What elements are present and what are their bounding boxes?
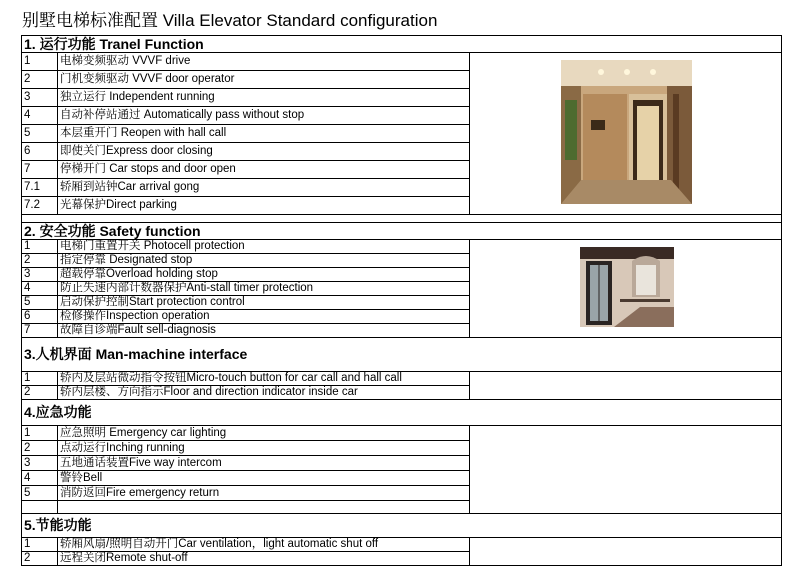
item-description: 门机变频驱动 VVVF door operator (58, 71, 470, 89)
villa-elevator-photo (561, 60, 692, 208)
item-description: 轿内及层站微动指令按钮Micro-touch button for car call and hall call (58, 372, 470, 386)
item-description: 检修操作Inspection operation (58, 310, 470, 324)
item-number: 3 (22, 268, 58, 282)
glass-elevator-photo (580, 247, 674, 331)
item-number: 7 (22, 161, 58, 179)
item-description: 电梯变频驱动 VVVF drive (58, 53, 470, 71)
item-description: 超载停靠Overload holding stop (58, 268, 470, 282)
item-number: 7.2 (22, 197, 58, 215)
item-description: 本层重开门 Reopen with hall call (58, 125, 470, 143)
item-number: 6 (22, 143, 58, 161)
table-row (22, 426, 782, 441)
item-description: 停梯开门 Car stops and door open (58, 161, 470, 179)
item-description: 远程关闭Remote shut-off (58, 552, 470, 566)
section-heading: 1. 运行功能 Tranel Function (22, 36, 782, 53)
item-description: 点动运行Inching running (58, 441, 470, 456)
item-number: 1 (22, 372, 58, 386)
spacer-row (22, 215, 782, 223)
item-description: 自动补停站通过 Automatically pass without stop (58, 107, 470, 125)
item-number: 5 (22, 486, 58, 501)
item-description: 启动保护控制Start protection control (58, 296, 470, 310)
configuration-table (21, 35, 782, 566)
table-row (22, 372, 782, 386)
section-heading: 4.应急功能 (22, 400, 782, 426)
section-header-energy-saving (22, 514, 782, 538)
item-number: 7 (22, 324, 58, 338)
item-number: 2 (22, 386, 58, 400)
item-description: 消防返回Fire emergency return (58, 486, 470, 501)
item-description: 轿厢到站钟Car arrival gong (58, 179, 470, 197)
item-description: 轿厢风扇/照明自动开门Car ventilation，light automatic shut off (58, 538, 470, 552)
item-description: 即使关门Express door closing (58, 143, 470, 161)
item-description: 故障自诊端Fault sell-diagnosis (58, 324, 470, 338)
item-number: 2 (22, 441, 58, 456)
table-row (22, 240, 782, 254)
item-description: 五地通话装置Five way intercom (58, 456, 470, 471)
item-number: 5 (22, 125, 58, 143)
item-number: 6 (22, 310, 58, 324)
item-number: 2 (22, 254, 58, 268)
item-number: 1 (22, 538, 58, 552)
item-number: 4 (22, 282, 58, 296)
item-number: 3 (22, 456, 58, 471)
item-description: 轿内层楼、方向指示Floor and direction indicator inside car (58, 386, 470, 400)
item-number: 3 (22, 89, 58, 107)
item-description: 警铃Bell (58, 471, 470, 486)
item-description: 光幕保护Direct parking (58, 197, 470, 215)
item-number: 2 (22, 552, 58, 566)
item-number: 1 (22, 426, 58, 441)
item-description: 独立运行 Independent running (58, 89, 470, 107)
item-number: 4 (22, 107, 58, 125)
item-description: 指定停靠 Designated stop (58, 254, 470, 268)
item-description: 应急照明 Emergency car lighting (58, 426, 470, 441)
elevator-photo-cell (470, 53, 782, 215)
section-header-man-machine-interface (22, 338, 782, 372)
table-row (22, 538, 782, 552)
page-title: 别墅电梯标准配置 Villa Elevator Standard configuration (22, 11, 438, 30)
section-header-safety-function (22, 223, 782, 240)
stair-photo-cell (470, 240, 782, 338)
table-row (22, 53, 782, 71)
item-number: 2 (22, 71, 58, 89)
section-heading: 5.节能功能 (22, 514, 782, 538)
item-number: 5 (22, 296, 58, 310)
item-number: 7.1 (22, 179, 58, 197)
section-header-travel-function (22, 36, 782, 53)
item-number: 1 (22, 240, 58, 254)
section-heading: 3.人机界面 Man-machine interface (22, 338, 782, 372)
section-header-emergency-function (22, 400, 782, 426)
item-description: 电梯门重置开关 Photocell protection (58, 240, 470, 254)
item-number: 1 (22, 53, 58, 71)
item-description: 防止失速内部计数器保护Anti-stall timer protection (58, 282, 470, 296)
section-heading: 2. 安全功能 Safety function (22, 223, 782, 240)
item-number: 4 (22, 471, 58, 486)
